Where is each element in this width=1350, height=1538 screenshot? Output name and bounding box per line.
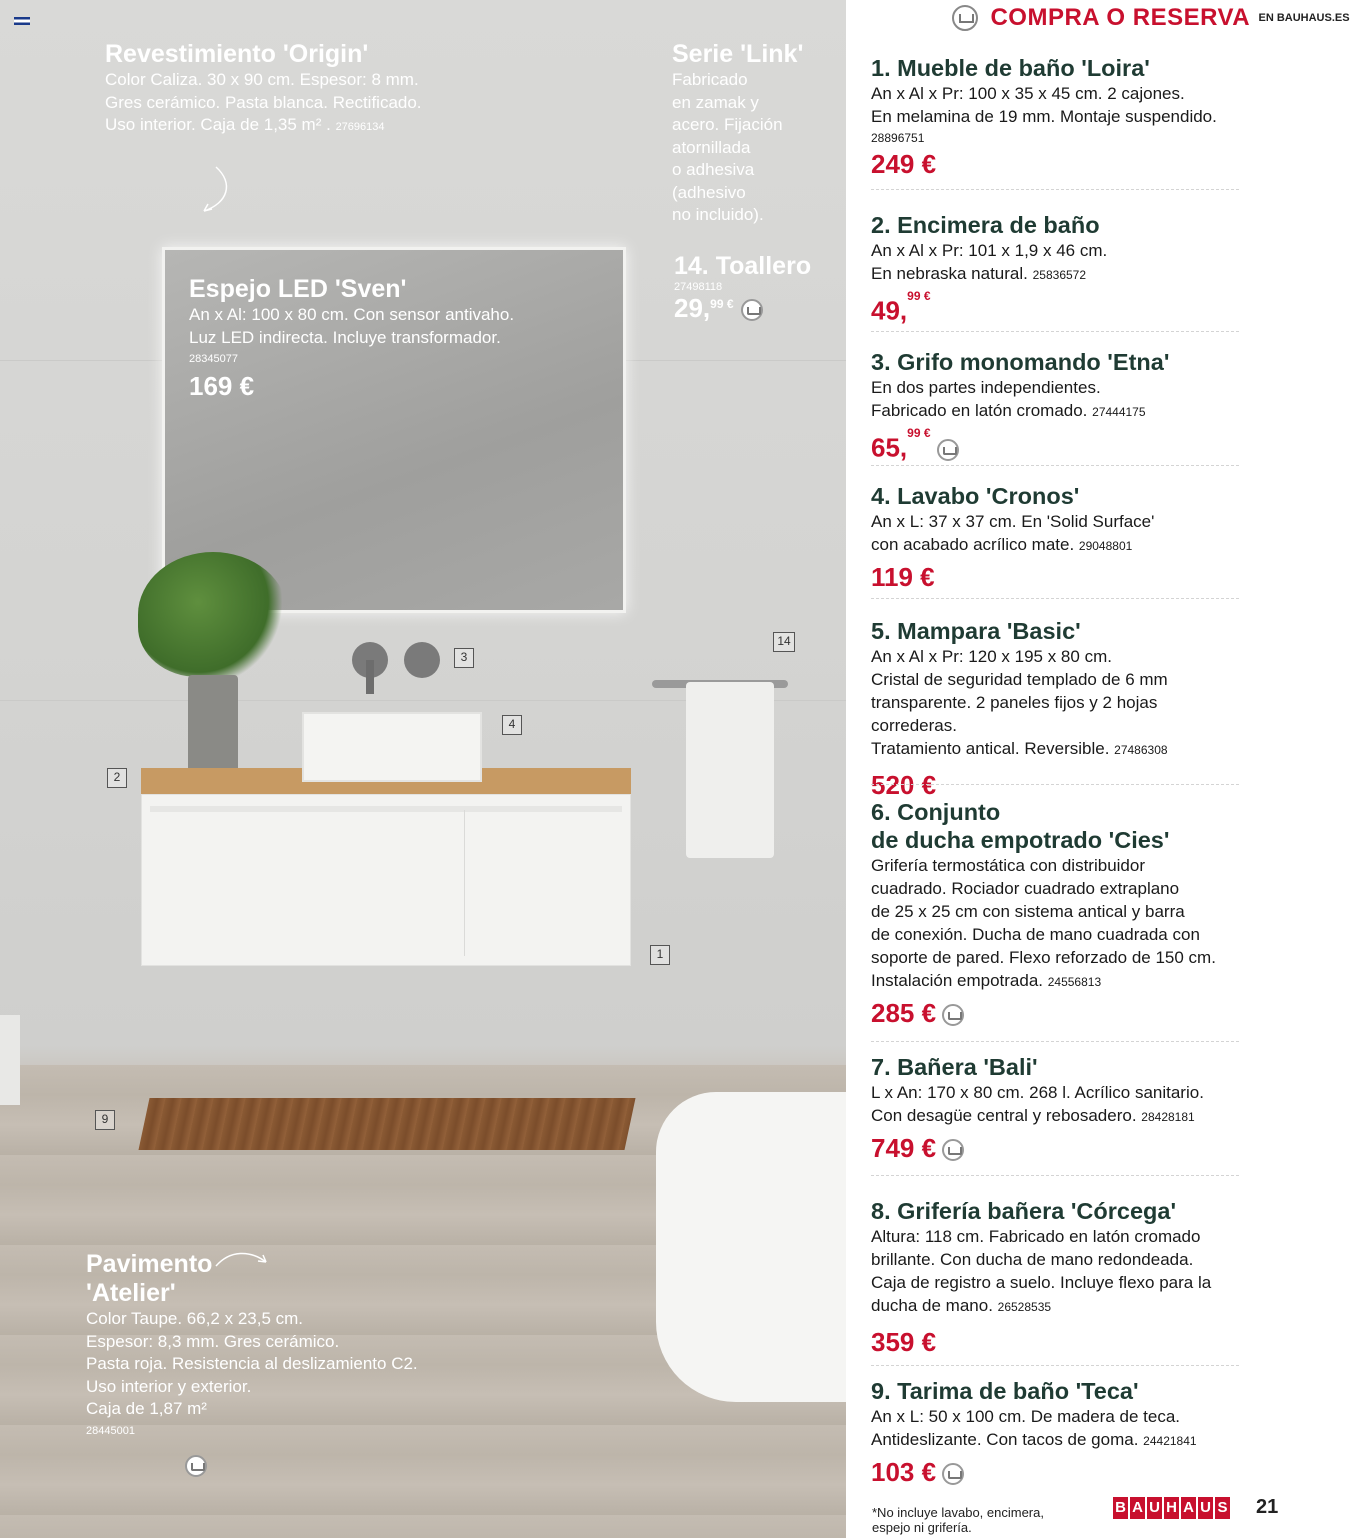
atelier-line: Espesor: 8,3 mm. Gres cerámico. — [86, 1331, 340, 1351]
callout-3: 3 — [454, 648, 474, 668]
price-sup: 99 € — [907, 289, 931, 303]
origin-line: Gres cerámico. Pasta blanca. Rectificado. — [105, 92, 422, 112]
price-main: 103 € — [871, 1457, 937, 1487]
callout-2: 2 — [107, 768, 127, 788]
origin-last-line: Uso interior. Caja de 1,35 m² . — [105, 115, 331, 134]
price-sup: 99 € — [907, 426, 931, 440]
plant-leaves — [138, 552, 288, 677]
item-price — [871, 428, 1239, 463]
product-item-8 — [871, 1197, 1239, 1357]
item-sku: 25836572 — [1032, 268, 1087, 282]
item-line: An x L: 50 x 100 cm. De madera de teca. — [871, 1407, 1180, 1426]
item-title: 3. Grifo monomando 'Etna' — [871, 349, 1170, 375]
logo-letter: A — [1181, 1497, 1196, 1519]
toallero-price-sup: 99 € — [710, 297, 734, 311]
item-sku: 24421841 — [1143, 1434, 1197, 1448]
faucet-plate — [404, 642, 440, 678]
item-line — [871, 1104, 1239, 1129]
item-sku: 29048801 — [1078, 539, 1133, 553]
espejo-line: An x Al: 100 x 80 cm. Con sensor antivaho. — [189, 305, 515, 324]
price-main: 749 € — [871, 1133, 937, 1163]
item-line: transparente. 2 paneles fijos y 2 hojas correderas. — [871, 693, 1158, 735]
faucet-spout — [366, 660, 374, 694]
item-sku: 26528535 — [997, 1300, 1052, 1314]
item-line: An x Al x Pr: 120 x 195 x 80 cm. — [871, 647, 1112, 666]
product-item-7 — [871, 1053, 1239, 1163]
item-title: 4. Lavabo 'Cronos' — [871, 483, 1080, 509]
divider — [871, 598, 1239, 599]
atelier-title: Pavimento — [86, 1250, 213, 1278]
link-line: Fabricado — [672, 70, 748, 89]
footnote — [872, 1505, 1044, 1535]
towel — [686, 682, 774, 858]
price-main: 65, — [871, 432, 908, 463]
atelier-line: Pasta roja. Resistencia al deslizamiento C2. — [86, 1354, 418, 1373]
item-price: 119 € — [871, 562, 935, 592]
item-sku: 28896751 — [871, 131, 925, 145]
item-sku: 24556813 — [1047, 975, 1102, 989]
item-line-text: Fabricado en latón cromado. — [871, 401, 1088, 420]
divider — [871, 189, 1239, 190]
vanity-cabinet — [141, 794, 631, 966]
logo-letter: U — [1147, 1497, 1162, 1519]
item-title: 1. Mueble de baño 'Loira' — [871, 55, 1150, 81]
callout-1: 1 — [650, 945, 670, 965]
espejo-title: Espejo LED 'Sven' — [189, 275, 407, 303]
divider — [871, 465, 1239, 466]
product-item-6 — [871, 798, 1239, 1028]
price-main: 49, — [871, 295, 908, 326]
item-price — [871, 1133, 1239, 1163]
bauhaus-logo — [1113, 1497, 1230, 1519]
item-line-text: Instalación empotrada. — [871, 971, 1043, 990]
divider — [871, 1175, 1239, 1176]
item-line: Cristal de seguridad templado de 6 mm — [871, 670, 1168, 689]
footnote-line: espejo ni grifería. — [872, 1520, 972, 1535]
item-line: An x L: 37 x 37 cm. En 'Solid Surface' — [871, 512, 1155, 531]
espejo-block — [189, 275, 609, 402]
item-title: 8. Grifería bañera 'Córcega' — [871, 1198, 1177, 1224]
logo-letter: A — [1130, 1497, 1145, 1519]
footnote-line: *No incluye lavabo, encimera, — [872, 1505, 1044, 1520]
atelier-title-2: 'Atelier' — [86, 1279, 176, 1307]
item-price: 520 € — [871, 770, 937, 800]
link-line: (adhesivo — [672, 182, 746, 202]
atelier-line: Caja de 1,87 m² — [86, 1399, 207, 1418]
origin-block — [105, 40, 475, 139]
product-item-4 — [871, 482, 1239, 592]
product-item-9 — [871, 1377, 1239, 1487]
item-line: Caja de registro a suelo. Incluye flexo para la — [871, 1273, 1212, 1292]
origin-sku: 27696134 — [335, 121, 385, 133]
origin-line: Color Caliza. 30 x 90 cm. Espesor: 8 mm. — [105, 70, 419, 89]
curved-arrow-icon — [198, 165, 234, 217]
item-line — [871, 737, 1239, 762]
item-price — [871, 1457, 1239, 1487]
item-title: 7. Bañera 'Bali' — [871, 1054, 1038, 1080]
header — [952, 4, 1350, 32]
drawer-handle — [150, 806, 622, 812]
item-sku: 27444175 — [1092, 405, 1146, 419]
logo-letter: S — [1215, 1497, 1230, 1519]
shopping-cart-icon[interactable] — [942, 1139, 964, 1161]
toallero-price — [674, 293, 834, 324]
atelier-sku: 28445001 — [86, 1424, 135, 1437]
item-line: L x An: 170 x 80 cm. 268 l. Acrílico sanitario. — [871, 1083, 1204, 1102]
item-line — [871, 533, 1239, 558]
callout-4: 4 — [502, 715, 522, 735]
page-number: 21 — [1256, 1496, 1279, 1518]
atelier-line: Color Taupe. 66,2 x 23,5 cm. — [86, 1309, 304, 1328]
espejo-price: 169 € — [189, 371, 255, 401]
callout-9: 9 — [95, 1110, 115, 1130]
logo-letter: U — [1198, 1497, 1213, 1519]
atelier-block — [86, 1250, 446, 1437]
shopping-cart-icon[interactable] — [741, 299, 763, 321]
item-line-text: Tratamiento antical. Reversible. — [871, 739, 1110, 758]
flag-icon — [14, 17, 30, 25]
product-item-3 — [871, 348, 1239, 463]
link-line: en zamak y — [672, 92, 759, 112]
item-line: Grifería termostática con distribuidor — [871, 856, 1145, 875]
shopping-cart-icon[interactable] — [952, 5, 978, 31]
item-price: 249 € — [871, 149, 937, 179]
item-line-text: Antideslizante. Con tacos de goma. — [871, 1430, 1139, 1449]
item-sku: 28428181 — [1141, 1110, 1195, 1124]
divider — [871, 331, 1239, 332]
item-line-text: Con desagüe central y rebosadero. — [871, 1106, 1137, 1125]
washbasin — [302, 712, 482, 782]
item-price — [871, 291, 1239, 326]
product-item-5 — [871, 617, 1239, 800]
link-line: o adhesiva — [672, 160, 755, 179]
item-line: An x Al x Pr: 100 x 35 x 45 cm. 2 cajones. — [871, 84, 1185, 103]
callout-14: 14 — [773, 632, 795, 652]
toallero-price-main: 29, — [674, 293, 711, 323]
toilet — [656, 1092, 866, 1402]
item-line-text: En nebraska natural. — [871, 264, 1028, 283]
item-title: 5. Mampara 'Basic' — [871, 618, 1081, 644]
item-line: de conexión. Ducha de mano cuadrada con — [871, 925, 1200, 944]
plant-pot — [188, 675, 238, 773]
shopping-cart-icon[interactable] — [942, 1463, 964, 1485]
espejo-line: Luz LED indirecta. Incluye transformador. — [189, 327, 501, 347]
link-block — [672, 40, 832, 227]
item-title: 9. Tarima de baño 'Teca' — [871, 1378, 1139, 1404]
toallero-block — [674, 252, 834, 324]
item-sku: 27486308 — [1114, 743, 1168, 757]
product-item-1 — [871, 54, 1239, 179]
item-line — [871, 1428, 1239, 1453]
item-title: 2. Encimera de baño — [871, 212, 1100, 238]
toallero-sku: 27498118 — [674, 281, 723, 293]
item-line: cuadrado. Rociador cuadrado extraplano — [871, 879, 1180, 898]
link-line: no incluido). — [672, 205, 764, 224]
header-title: COMPRA O RESERVA — [990, 4, 1251, 31]
logo-letter: H — [1164, 1497, 1179, 1519]
product-item-2 — [871, 211, 1239, 326]
espejo-sku: 28345077 — [189, 353, 238, 365]
divider — [871, 1041, 1239, 1042]
link-title: Serie 'Link' — [672, 40, 804, 68]
divider — [871, 1365, 1239, 1366]
item-line: soporte de pared. Flexo reforzado de 150 cm. — [871, 948, 1216, 967]
item-line-text: ducha de mano. — [871, 1296, 993, 1315]
item-line: de 25 x 25 cm con sistema antical y barra — [871, 902, 1185, 921]
origin-title: Revestimiento 'Origin' — [105, 40, 369, 68]
shopping-cart-icon[interactable] — [937, 439, 959, 461]
link-line: atornillada — [672, 137, 751, 157]
item-line — [871, 399, 1239, 424]
item-price — [871, 998, 1239, 1028]
item-line: brillante. Con ducha de mano redondeada. — [871, 1250, 1194, 1269]
drawer-divider — [464, 810, 465, 956]
item-line-text: con acabado acrílico mate. — [871, 535, 1075, 554]
teak-bath-mat — [138, 1098, 635, 1150]
shower-glass — [0, 1015, 20, 1105]
item-line: Altura: 118 cm. Fabricado en latón cromado — [871, 1227, 1201, 1246]
item-line — [871, 969, 1239, 994]
item-line: En melamina de 19 mm. Montaje suspendido. — [871, 107, 1217, 126]
curved-arrow-icon — [214, 1248, 270, 1270]
item-line: En dos partes independientes. — [871, 378, 1101, 397]
item-price: 359 € — [871, 1327, 937, 1357]
item-line: An x Al x Pr: 101 x 1,9 x 46 cm. — [871, 241, 1108, 260]
logo-letter: B — [1113, 1497, 1128, 1519]
shopping-cart-icon[interactable] — [942, 1004, 964, 1026]
origin-line — [105, 114, 475, 139]
shopping-cart-icon[interactable] — [185, 1455, 207, 1477]
atelier-line: Uso interior y exterior. — [86, 1376, 252, 1396]
toallero-title: 14. Toallero — [674, 252, 812, 280]
link-line: acero. Fijación — [672, 115, 783, 134]
price-main: 285 € — [871, 998, 937, 1028]
item-line — [871, 1294, 1239, 1319]
item-title: 6. Conjunto — [871, 799, 1001, 825]
item-line — [871, 262, 1239, 287]
item-title-2: de ducha empotrado 'Cies' — [871, 827, 1170, 853]
divider — [871, 784, 1239, 785]
header-site[interactable]: EN BAUHAUS.ES — [1258, 12, 1350, 24]
